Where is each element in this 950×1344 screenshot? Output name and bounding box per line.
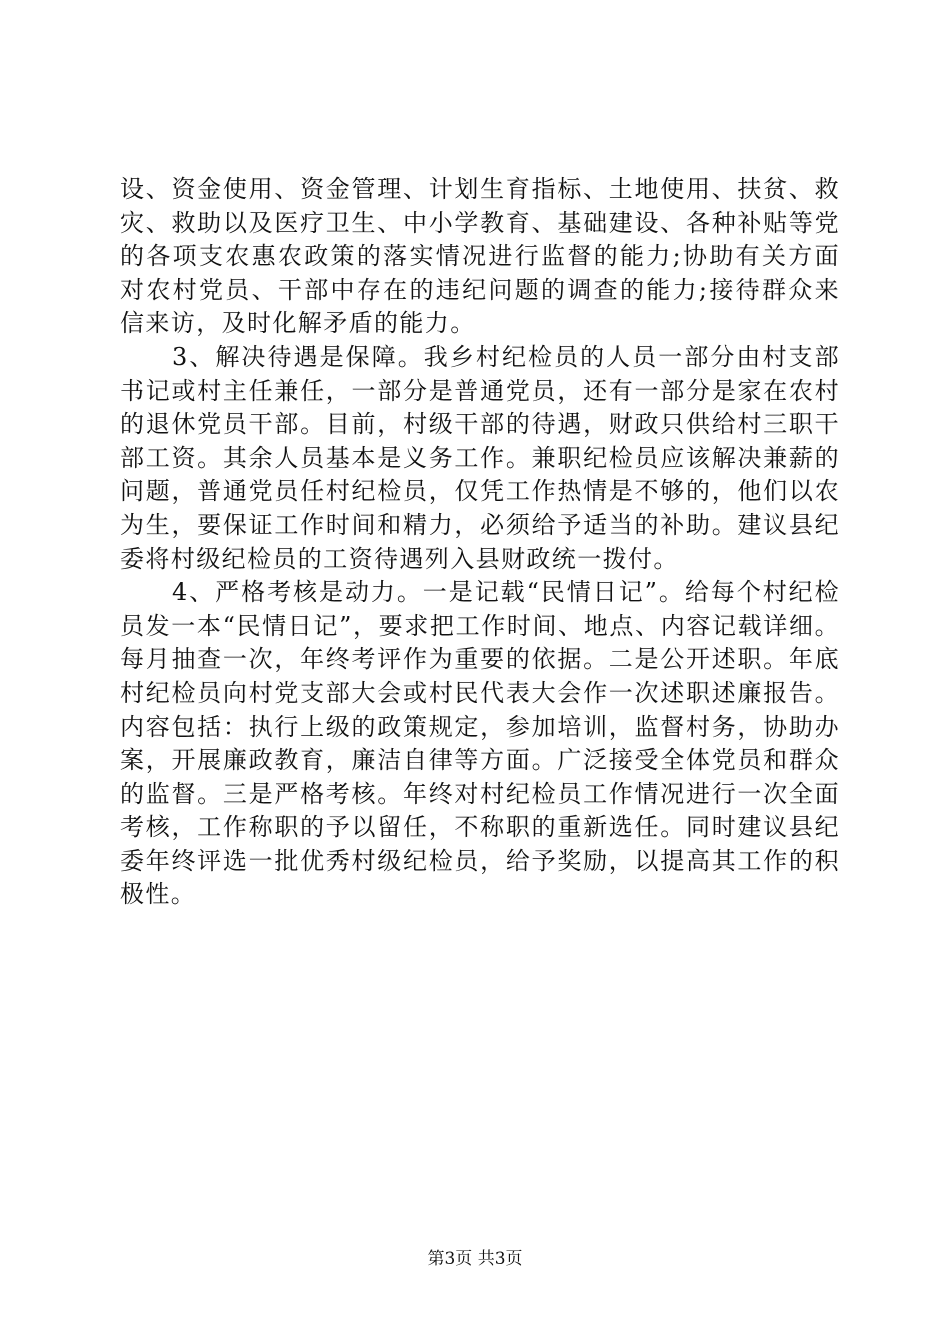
page-number-label: 第3页 共3页: [427, 1249, 523, 1269]
document-body: [120, 173, 840, 912]
paragraph-item-4: 4、严格考核是动力。一是记载“民情日记”。给每个村纪检员发一本“民情日记”，要求把工作时间、地点、内容记载详细。每月抽查一次，年终考评作为重要的依据。二是公开述职。年底村纪检员向村党支部大会或村民代表大会作一次述职述廉报告。内容包括：执行上级的政策规定，参加培训，监督村务，协助办案，开展廉政教育，廉洁自律等方面。广泛接受全体党员和群众的监督。三是严格考核。年终对村纪检员工作情况进行一次全面考核，工作称职的予以留任，不称职的重新选任。同时建议县纪委年终评选一批优秀村级纪检员，给予奖励，以提高其工作的积极性。: [120, 578, 840, 909]
paragraph-item-3: 3、解决待遇是保障。我乡村纪检员的人员一部分由村支部书记或村主任兼任，一部分是普通党员，还有一部分是家在农村的退休党员干部。目前，村级干部的待遇，财政只供给村三职干部工资。其余人员基本是义务工作。兼职纪检员应该解决兼薪的问题，普通党员任村纪检员，仅凭工作热情是不够的，他们以农为生，要保证工作时间和精力，必须给予适当的补助。建议县纪委将村级纪检员的工资待遇列入县财政统一拨付。: [120, 342, 840, 573]
paragraph-continuation: 设、资金使用、资金管理、计划生育指标、土地使用、扶贫、救灾、救助以及医疗卫生、中小学教育、基础建设、各种补贴等党的各项支农惠农政策的落实情况进行监督的能力;协助有关方面对农村党员、干部中存在的违纪问题的调查的能力;接待群众来信来访，及时化解矛盾的能力。: [120, 175, 840, 338]
page-footer: [0, 1244, 950, 1269]
